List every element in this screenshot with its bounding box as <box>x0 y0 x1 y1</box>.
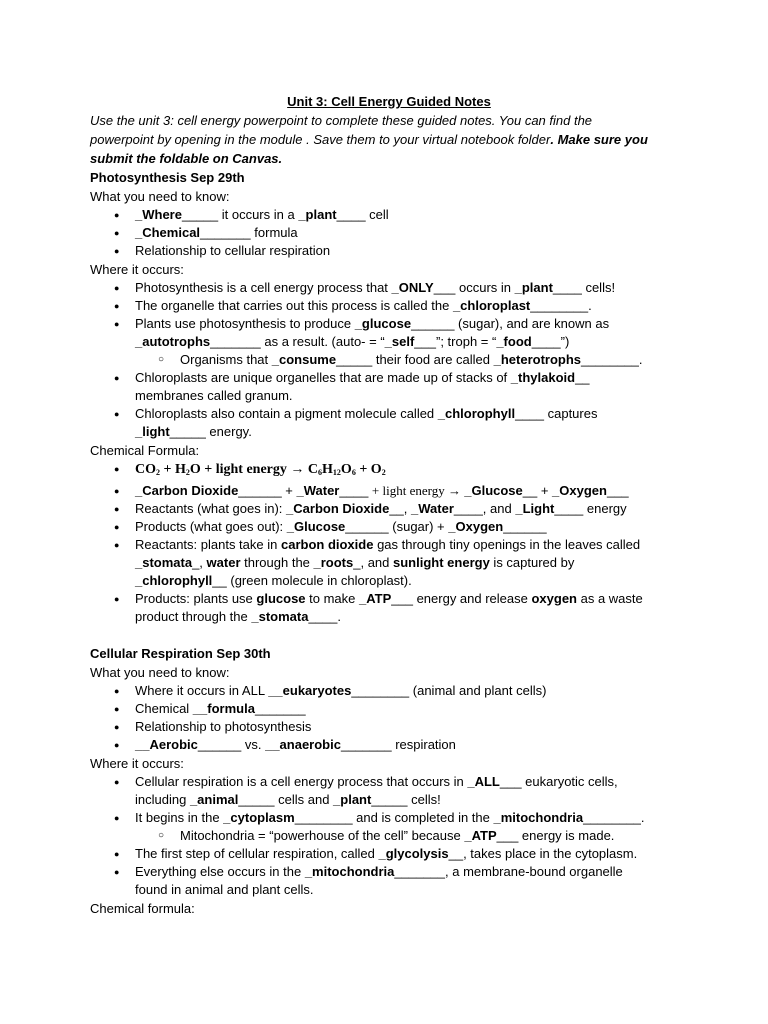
text: _, <box>192 555 207 570</box>
text: _____ cells! <box>371 792 441 807</box>
text: _____ their food are called <box>336 352 494 367</box>
answer: _ALL <box>467 774 500 789</box>
answer: _chloroplast <box>452 298 531 313</box>
answer: _ONLY <box>391 280 434 295</box>
text: ____ captures <box>515 406 598 421</box>
answer: _plant <box>333 792 372 807</box>
list-item <box>90 369 655 405</box>
answer-plant: _plant <box>298 207 337 222</box>
answer: glucose <box>256 591 306 606</box>
text: ___ eukaryotic cells, including <box>135 774 618 807</box>
subscript: 6 <box>318 468 323 477</box>
answer: _heterotrophs <box>493 352 582 367</box>
list-item <box>90 863 655 899</box>
text: Everything else occurs in the <box>135 864 305 879</box>
text: ________. <box>583 810 645 825</box>
list-item <box>90 773 655 809</box>
subscript: 2 <box>381 468 386 477</box>
answer: _Carbon Dioxide <box>135 483 239 498</box>
subscript: 2 <box>185 468 190 477</box>
text: + light energy → <box>200 462 308 477</box>
page-title: Unit 3: Cell Energy Guided Notes <box>287 94 491 109</box>
text: __, <box>389 501 412 516</box>
answer: carbon dioxide <box>280 537 374 552</box>
answer: _self <box>384 334 415 349</box>
answer: __formula <box>192 701 255 716</box>
text: _______, a membrane-bound organelle found in animal and plant cells. <box>135 864 623 897</box>
intro-text: Use the unit 3: cell energy powerpoint to complete these guided notes. You can find the powerpoint by opening in the module . Save them to your virtual notebook folder <box>90 113 593 147</box>
text: It begins in the <box>135 810 224 825</box>
text: __ membranes called granum. <box>135 370 590 403</box>
subscript: 6 <box>351 468 356 477</box>
text: O <box>189 462 201 477</box>
text: ____, and <box>453 501 516 516</box>
answer: _glucose <box>354 316 412 331</box>
text: __ (green molecule in chloroplast). <box>212 573 412 588</box>
text: _______ as a result. (auto- = “ <box>210 334 385 349</box>
cr-where-list <box>90 773 708 899</box>
answer: water <box>206 555 241 570</box>
text: __ + <box>522 483 553 498</box>
cr-need-label: What you need to know: <box>90 665 230 680</box>
text: ______ + <box>238 483 297 498</box>
answer: _cytoplasm <box>223 810 295 825</box>
text: ____. <box>308 609 341 624</box>
text: Chloroplasts are unique organelles that are made up of stacks of <box>135 370 511 385</box>
list-item <box>90 206 708 224</box>
text: _____ it occurs in a <box>181 207 299 222</box>
text: is captured by <box>489 555 575 570</box>
text: Chloroplasts also contain a pigment molecule called <box>135 406 438 421</box>
text: Photosynthesis is a cell energy process that <box>135 280 392 295</box>
cr-need-list <box>90 682 708 754</box>
answer-chemical: _Chemical <box>135 225 201 240</box>
text: to make <box>305 591 359 606</box>
list-item <box>90 405 655 441</box>
text: __, takes place in the cytoplasm. <box>448 846 638 861</box>
subscript: 2 <box>156 468 160 477</box>
list-item <box>90 590 655 626</box>
text: _____ energy. <box>169 424 252 439</box>
answer: __anaerobic <box>265 737 341 752</box>
ps-where-label: Where it occurs: <box>90 262 184 277</box>
list-item: ● Relationship to cellular respiration <box>90 242 708 260</box>
answer: _glycolysis <box>378 846 449 861</box>
text: gas through tiny openings in the leaves called <box>373 537 641 552</box>
text: Organisms that <box>180 352 272 367</box>
intro-bold-text: . Make sure you submit the foldable on Canvas. <box>90 132 648 166</box>
answer: _Oxygen <box>552 483 607 498</box>
answer: _mitochondria <box>493 810 584 825</box>
text: H <box>174 462 186 477</box>
text: ______ vs. <box>197 737 266 752</box>
answer: _plant <box>514 280 553 295</box>
answer: _chlorophyll <box>437 406 516 421</box>
text: Products (what goes out): <box>135 519 287 534</box>
answer: __eukaryotes <box>268 683 352 698</box>
list-item <box>90 460 708 482</box>
answer: _stomata <box>135 555 193 570</box>
answer-where: _Where <box>135 207 182 222</box>
text: ______ (sugar), and are known as <box>411 316 610 331</box>
text: C <box>307 462 319 477</box>
text: ___ energy and release <box>391 591 532 606</box>
text: Where it occurs in ALL <box>135 683 269 698</box>
answer: __Aerobic <box>135 737 198 752</box>
text: _______ respiration <box>340 737 456 752</box>
text: ________ and is completed in the <box>294 810 494 825</box>
text: ________. <box>530 298 592 313</box>
answer: _Water <box>296 483 340 498</box>
text: ____ cell <box>336 207 389 222</box>
text: Products: plants use <box>135 591 257 606</box>
answer: _mitochondria <box>304 864 395 879</box>
text: Reactants: plants take in <box>135 537 281 552</box>
answer: _consume <box>271 352 337 367</box>
text: Reactants (what goes in): <box>135 501 287 516</box>
text: ___ <box>606 483 629 498</box>
answer: sunlight energy <box>393 555 490 570</box>
answer: _food <box>496 334 532 349</box>
text: _______ formula <box>200 225 298 240</box>
ps-formula-list <box>90 460 708 626</box>
answer: _chlorophyll <box>135 573 213 588</box>
intro-paragraph <box>90 111 650 168</box>
sub-list-item <box>90 827 708 845</box>
text: as a waste product through the <box>135 591 643 624</box>
ps-need-list <box>90 206 708 260</box>
text: + <box>160 462 175 477</box>
list-item <box>90 845 708 863</box>
answer: _Glucose <box>286 519 346 534</box>
text: CO <box>135 462 156 477</box>
cr-where-label: Where it occurs: <box>90 756 184 771</box>
answer: _Glucose <box>464 483 523 498</box>
respiration-heading: Cellular Respiration Sep 30th <box>90 646 271 661</box>
ps-where-list <box>90 279 708 441</box>
photosynthesis-heading: Photosynthesis Sep 29th <box>90 170 245 185</box>
text: Plants use photosynthesis to produce <box>135 316 355 331</box>
text: _, and <box>353 555 394 570</box>
answer: _Water <box>411 501 454 516</box>
text: O <box>340 462 352 477</box>
text: + light energy → <box>371 483 465 498</box>
cr-chem-label: Chemical formula: <box>90 901 195 916</box>
text: Mitochondria = “powerhouse of the cell” because <box>180 828 465 843</box>
text: Chemical <box>135 701 193 716</box>
list-item <box>90 279 708 297</box>
text: ________. <box>581 352 643 367</box>
list-item <box>90 315 655 351</box>
text: ________ (animal and plant cells) <box>351 683 547 698</box>
list-item <box>90 224 708 242</box>
list-item <box>90 700 708 718</box>
text: ____ cells! <box>552 280 616 295</box>
answer: _Carbon Dioxide <box>286 501 390 516</box>
text: _______ <box>254 701 306 716</box>
text: Cellular respiration is a cell energy process that occurs in <box>135 774 468 789</box>
text: ____ <box>339 483 372 498</box>
answer: _ATP <box>359 591 392 606</box>
list-item <box>90 518 708 536</box>
subscript: 12 <box>332 468 341 477</box>
text: + <box>355 462 371 477</box>
text: ______ <box>503 519 547 534</box>
text: ___”; troph = “ <box>414 334 497 349</box>
list-item <box>90 682 708 700</box>
sub-list-item <box>90 351 708 369</box>
text: O <box>370 462 382 477</box>
answer: _thylakoid <box>510 370 576 385</box>
answer: _autotrophs <box>135 334 211 349</box>
text: through the <box>240 555 314 570</box>
text: The organelle that carries out this process is called the <box>135 298 453 313</box>
text: _____ cells and <box>238 792 334 807</box>
answer: _light <box>135 424 170 439</box>
list-item <box>90 500 708 518</box>
text: H <box>322 462 333 477</box>
list-item <box>90 736 708 754</box>
list-item <box>90 482 708 500</box>
text: ____ energy <box>554 501 627 516</box>
ps-chem-label: Chemical Formula: <box>90 443 200 458</box>
chemical-equation <box>135 462 386 477</box>
list-item <box>90 297 708 315</box>
section-gap <box>90 626 708 644</box>
answer: _roots <box>313 555 354 570</box>
ps-need-label: What you need to know: <box>90 189 230 204</box>
answer: oxygen <box>531 591 577 606</box>
list-item: ● Relationship to photosynthesis <box>90 718 708 736</box>
text: ___ occurs in <box>433 280 515 295</box>
text: The first step of cellular respiration, called <box>135 846 379 861</box>
answer: _Oxygen <box>448 519 504 534</box>
text: ___ energy is made. <box>496 828 615 843</box>
answer: _ATP <box>464 828 497 843</box>
text: ____”) <box>531 334 570 349</box>
list-item <box>90 536 655 590</box>
answer: _Light <box>515 501 555 516</box>
answer: _animal <box>189 792 239 807</box>
text: ______ (sugar) + <box>345 519 449 534</box>
list-item <box>90 809 708 827</box>
answer: _stomata <box>251 609 309 624</box>
